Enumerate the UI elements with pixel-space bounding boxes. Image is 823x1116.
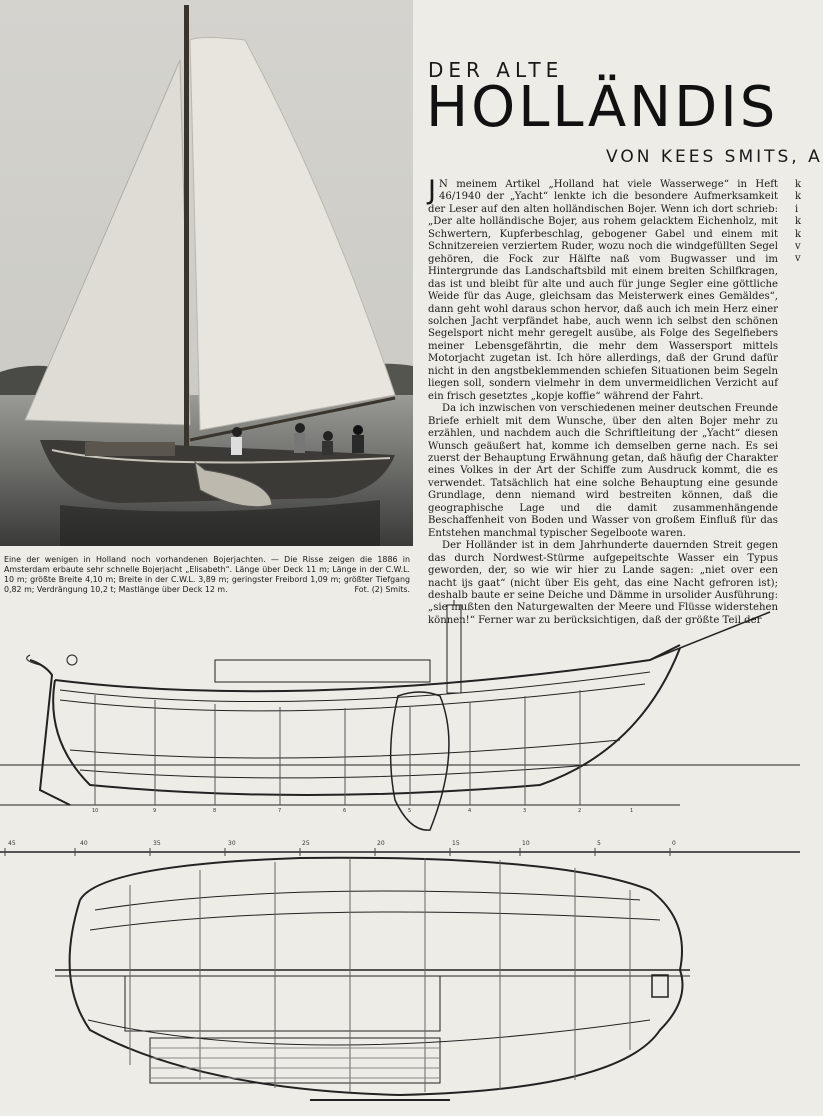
plan-view — [55, 858, 690, 1100]
profile-number: 10 — [92, 808, 99, 814]
profile-number: 4 — [468, 808, 472, 814]
caption-text: Eine der wenigen in Holland noch vorhandenen Bojerjachten. — Die Risse zeigen die 1886 in Amsterdam erbaute sehr schnelle Bojerjacht „Elisabeth“. Länge über Deck 11 m; Länge in der C.W.L. 10 m; größte Breite 4,10 m; Breite in der C.W.L. 3,89 m; geringster Freibord 1,09 m; größter Tiefgang 0,82 m; Verdrängung 10,2 t; Mastlänge über Deck 12 m. — [4, 555, 410, 594]
article-paragraph: Der Holländer ist in dem Jahrhunderte dauernden Streit gegen das durch Nordwest-Stürme aufgepeitschte Wasser ein Typus geworden, der, so wie wir hier zu Lande sagen: „niet over een nacht ijs gaat“ (nicht über Eis geht, das eine Nacht gefroren ist); deshalb baute er seine Deiche und Dämme in ursolider Ausführung: „sie mußten den Naturgewalten der Meere und Flüsse widerstehen können!“ Ferner war zu berücksichtigen, daß der größte Teil der — [428, 540, 778, 626]
station-number: 25 — [302, 840, 310, 847]
drop-cap: J — [428, 175, 436, 206]
profile-number: 6 — [343, 808, 347, 814]
headline-title: HOLLÄNDIS — [426, 75, 779, 140]
station-number: 45 — [8, 840, 16, 847]
photo-caption — [4, 555, 410, 595]
profile-number: 8 — [213, 808, 217, 814]
station-number: 0 — [672, 840, 676, 847]
profile-number: 3 — [523, 808, 527, 814]
profile-number: 7 — [278, 808, 282, 814]
byline: VON KEES SMITS, A — [606, 147, 823, 167]
station-number: 5 — [597, 840, 601, 847]
profile-number: 5 — [408, 808, 412, 814]
profile-number: 9 — [153, 808, 157, 814]
station-number: 20 — [377, 840, 385, 847]
station-number: 30 — [228, 840, 236, 847]
station-number: 35 — [153, 840, 161, 847]
station-number: 15 — [452, 840, 460, 847]
profile-view — [0, 600, 800, 830]
boat-lines-drawing — [0, 600, 800, 1116]
profile-number-row — [0, 808, 800, 818]
profile-number: 1 — [630, 808, 634, 814]
sailing-boat-photo — [0, 0, 413, 546]
station-number-row — [0, 840, 800, 850]
cut-off-column: k k i k k v v — [795, 179, 802, 265]
photo-credit: Fot. (2) Smits. — [354, 585, 410, 594]
station-number: 10 — [522, 840, 530, 847]
profile-number: 2 — [578, 808, 582, 814]
article-paragraph: Da ich inzwischen von verschiedenen meiner deutschen Freunde Briefe erhielt mit dem Wunsche, über den alten Bojer mehr zu erzählen, und nachdem auch die Schriftleitung der „Yacht“ diesen Wunsch geäußert hat, komme ich demselben gerne nach. Es sei zuerst der Behauptung Erwähnung getan, daß häufig der Charakter eines Volkes in der Art der Schiffe zum Ausdruck kommt, die es verwendet. Tatsächlich hat eine solche Behauptung eine gesunde Grundlage, denn niemand wird bestreiten können, daß die geographische Lage und die damit zusammenhängende Beschaffenheit von Boden und Wasser von großem Einfluß für das Entstehen manchmal typischer Segelboote waren. — [428, 403, 778, 539]
headline-kicker: DER ALTE — [428, 58, 564, 82]
station-number: 40 — [80, 840, 88, 847]
article-paragraph: J N meinem Artikel „Holland hat viele Wasserwege“ in Heft 46/1940 der „Yacht“ lenkte ich die besondere Aufmerksamkeit der Leser auf den alten holländischen Bojer. Wenn ich dort schrieb: „Der alte holländische Bojer, aus rohem gelacktem Eichenholz, mit Schwertern, Kupferbeschlag, gebogener Gabel und einem mit Schnitzereien verziertem Ruder, wozu noch die windgefüllten Segel gehören, die Fock zur Hälfte naß vom Bugwasser und im Hintergrunde das Landschaftsbild mit einem breiten Schilfkragen, das ist und bleibt für alte und auch für junge Segler eine göttliche Weide für das Auge, gleichsam das Meisterwerk eines Gemäldes“, dann geht wohl daraus schon hervor, daß auch ich mein Herz einer solchen Jacht verpfändet habe, auch wenn ich selbst den schönen Segelsport nicht mehr geregelt ausübe, als Folge des Segelfiebers meiner Lebensgefährtin, die mehr dem Wassersport mittels Motorjacht zugetan ist. Ich höre allerdings, daß der Grund dafür nicht in den angstbeklemmenden schiefen Situationen beim Segeln liegen soll, sondern vielmehr in dem unvermeidlichen Verzicht auf ein frisch gesetztes „kopje koffie“ während der Fahrt. — [428, 175, 778, 402]
article-body — [428, 175, 778, 627]
